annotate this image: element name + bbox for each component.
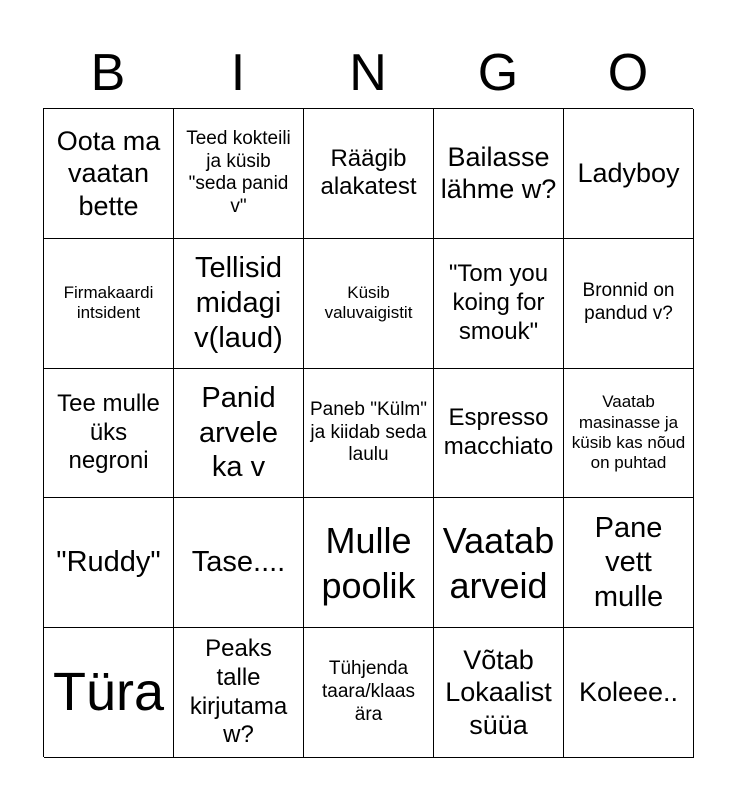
- bingo-cell[interactable]: Tühjenda taara/klaas ära: [304, 628, 434, 758]
- bingo-cell[interactable]: Paneb "Külm" ja kiidab seda laulu: [304, 369, 434, 499]
- bingo-cell[interactable]: Tase....: [174, 498, 304, 628]
- bingo-cell[interactable]: Oota ma vaatan bette: [44, 109, 174, 239]
- header-letter-n: N: [349, 44, 387, 102]
- bingo-cell[interactable]: Pane vett mulle: [564, 498, 694, 628]
- bingo-cell[interactable]: Firmakaardi intsident: [44, 239, 174, 369]
- bingo-cell[interactable]: Koleee..: [564, 628, 694, 758]
- bingo-cell[interactable]: Vaatab arveid: [434, 498, 564, 628]
- bingo-cell[interactable]: "Tom you koing for smouk": [434, 239, 564, 369]
- bingo-cell[interactable]: Võtab Lokaalist süüa: [434, 628, 564, 758]
- bingo-cell[interactable]: Teed kokteili ja küsib "seda panid v": [174, 109, 304, 239]
- bingo-header: [43, 38, 693, 108]
- header-letter-b: B: [90, 44, 126, 102]
- bingo-cell[interactable]: Tee mulle üks negroni: [44, 369, 174, 499]
- bingo-cell[interactable]: Panid arvele ka v: [174, 369, 304, 499]
- header-letter-g: G: [477, 44, 519, 102]
- bingo-cell[interactable]: Küsib valuvaigistit: [304, 239, 434, 369]
- bingo-cell[interactable]: Bailasse lähme w?: [434, 109, 564, 239]
- header-letter-o: O: [607, 44, 649, 102]
- bingo-cell[interactable]: Mulle poolik: [304, 498, 434, 628]
- bingo-cell[interactable]: "Ruddy": [44, 498, 174, 628]
- bingo-cell[interactable]: Bronnid on pandud v?: [564, 239, 694, 369]
- bingo-cell[interactable]: Ladyboy: [564, 109, 694, 239]
- header-letter-i: I: [230, 44, 246, 102]
- bingo-cell[interactable]: Türa: [44, 628, 174, 758]
- bingo-cell[interactable]: Vaatab masinasse ja küsib kas nõud on puhtad: [564, 369, 694, 499]
- bingo-cell[interactable]: Espresso macchiato: [434, 369, 564, 499]
- bingo-cell[interactable]: Tellisid midagi v(laud): [174, 239, 304, 369]
- bingo-cell[interactable]: Räägib alakatest: [304, 109, 434, 239]
- bingo-grid: [43, 108, 693, 757]
- bingo-cell[interactable]: Peaks talle kirjutama w?: [174, 628, 304, 758]
